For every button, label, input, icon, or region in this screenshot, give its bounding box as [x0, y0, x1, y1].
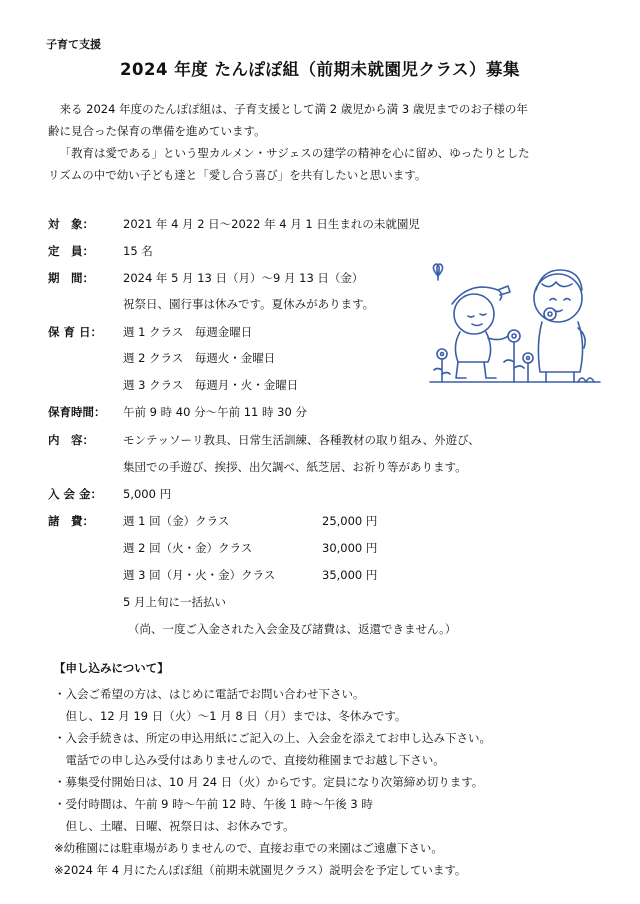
application-line: ・入会ご希望の方は、はじめに電話でお問い合わせ下さい。: [54, 687, 365, 701]
content-line: モンテッソーリ教具、日常生活訓練、各種教材の取り組み、外遊び、: [123, 433, 480, 447]
capacity-value: 15 名: [123, 244, 153, 258]
capacity-label: 定 員：: [48, 244, 94, 258]
content-label: 内 容：: [48, 433, 94, 447]
period-value: 2024 年 5 月 13 日（月）～9 月 13 日（金）: [123, 271, 364, 285]
hours-label: 保育時間：: [48, 405, 106, 419]
application-line: 但し、土曜、日曜、祝祭日は、お休みです。: [54, 819, 295, 833]
target-value: 2021 年 4 月 2 日～2022 年 4 月 1 日生まれの未就園児: [123, 217, 420, 231]
fees-note: （尚、一度ご入金された入会金及び諸費は、返還できません。）: [128, 622, 457, 636]
application-line: ※幼稚園には駐車場がありませんので、直接お車での来園はご遠慮下さい。: [54, 841, 443, 855]
intro-paragraph-1: [48, 98, 608, 186]
application-line: 但し、12 月 19 日（火）～1 月 8 日（月）までは、冬休みです。: [54, 709, 407, 723]
entry-fee-value: 5,000 円: [123, 487, 172, 501]
fee-name: 週 3 回（月・火・金）クラス: [123, 568, 276, 582]
section-label: 子育て支援: [46, 38, 101, 51]
content-line: 集団での手遊び、挨拶、出欠調べ、紙芝居、お祈り等があります。: [123, 460, 467, 474]
period-label: 期 間：: [48, 271, 94, 285]
intro-line: 来る 2024 年度のたんぽぽ組は、子育支援として満 2 歳児から満 3 歳児までのお子様の年: [59, 102, 528, 116]
fee-amount: 25,000 円: [322, 514, 378, 528]
period-note: 祝祭日、園行事は休みです。夏休みがあります。: [123, 297, 375, 311]
children-illustration: [428, 258, 604, 386]
fee-name: 週 2 回（火・金）クラス: [123, 541, 253, 555]
application-line: ・募集受付開始日は、10 月 24 日（火）からです。定員になり次第締め切ります。: [54, 775, 484, 789]
fee-amount: 30,000 円: [322, 541, 378, 555]
page-title: 2024 年度 たんぽぽ組（前期未就園児クラス）募集: [120, 60, 520, 79]
application-line: ※2024 年 4 月にたんぽぽ組（前期未就園児クラス）説明会を予定しています。: [54, 863, 467, 877]
child-right-icon: [534, 270, 585, 382]
fee-name: 週 1 回（金）クラス: [123, 514, 230, 528]
flower-icon: [504, 330, 524, 382]
days-item: 週 2 クラス 毎週火・金曜日: [123, 351, 276, 365]
application-heading: 【申し込みについて】: [54, 661, 169, 675]
flower-icon: [434, 349, 450, 381]
child-left-icon: [452, 286, 510, 378]
application-line: ・受付時間は、午前 9 時～午前 12 時、午後 1 時～午後 3 時: [54, 797, 373, 811]
intro-line: リズムの中で幼い子ども達と「愛し合う喜び」を共有したいと思います。: [48, 168, 427, 182]
fees-payment: 5 月上旬に一括払い: [123, 595, 226, 609]
butterfly-icon: [433, 264, 442, 280]
days-label: 保 育 日：: [48, 325, 103, 339]
fee-amount: 35,000 円: [322, 568, 378, 582]
intro-line: 「教育は愛である」という聖カルメン・サジェスの建学の精神を心に留め、ゆったりとした: [59, 146, 530, 160]
hours-value: 午前 9 時 40 分～午前 11 時 30 分: [123, 405, 307, 419]
application-line: ・入会手続きは、所定の申込用紙にご記入の上、入会金を添えてお申し込み下さい。: [54, 731, 491, 745]
entry-fee-label: 入 会 金：: [48, 487, 103, 501]
intro-line: 齢に見合った保育の準備を進めています。: [48, 124, 266, 138]
application-line: 電話での申し込み受付はありませんので、直接幼稚園までお越し下さい。: [54, 753, 445, 767]
target-label: 対 象：: [48, 217, 94, 231]
days-item: 週 3 クラス 毎週月・火・金曜日: [123, 378, 299, 392]
days-item: 週 1 クラス 毎週金曜日: [123, 325, 253, 339]
fees-label: 諸 費：: [48, 514, 94, 528]
